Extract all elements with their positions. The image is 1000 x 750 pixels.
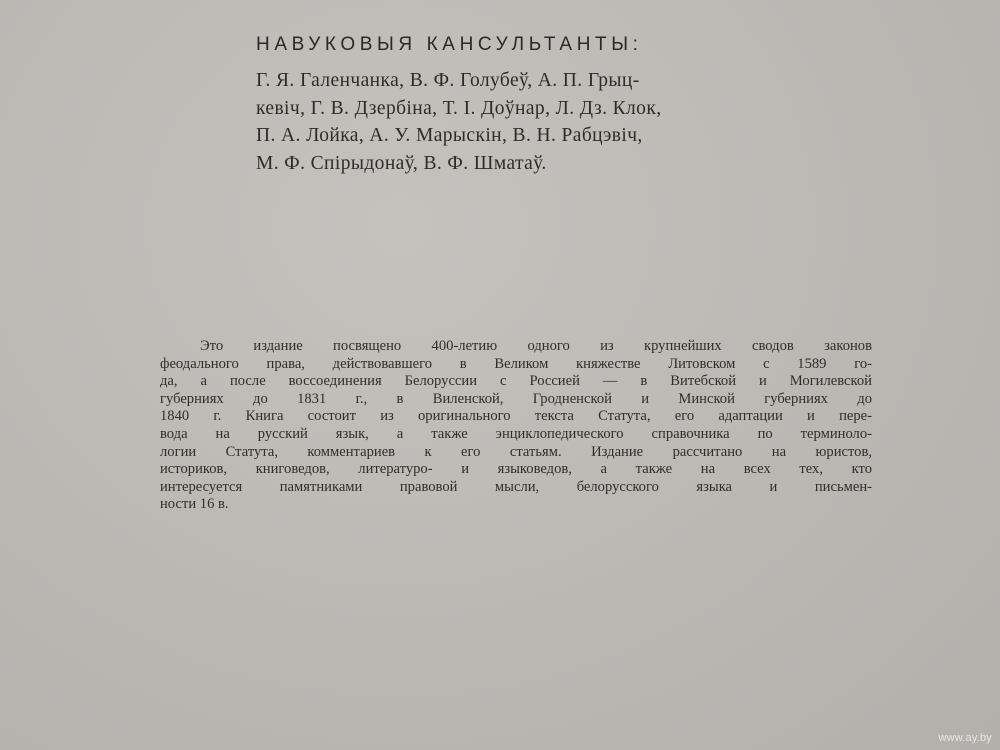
annotation-line: вода на русский язык, а также энциклопедического справочника по терминоло-: [160, 425, 872, 442]
annotation-line: логии Статута, комментариев к его статьям. Издание рассчитано на юристов,: [160, 443, 872, 460]
consultants-heading: НАВУКОВЫЯ КАНСУЛЬТАНТЫ:: [256, 34, 643, 55]
annotation-line: Это издание посвящено 400-летию одного из крупнейших сводов законов: [200, 338, 872, 354]
annotation-line: феодального права, действовавшего в Великом княжестве Литовском с 1589 го-: [160, 355, 872, 372]
consultants-block: [256, 34, 796, 177]
annotation-line: губерниях до 1831 г., в Виленской, Гродненской и Минской губерниях до: [160, 390, 872, 407]
annotation-line: да, а после воссоединения Белоруссии с Россией — в Витебской и Могилевской: [160, 373, 872, 390]
consultants-line: М. Ф. Спірыдонаў, В. Ф. Шматаў.: [256, 152, 547, 174]
consultants-line: кевіч, Г. В. Дзербіна, Т. І. Доўнар, Л. Дз. Клок,: [256, 97, 662, 119]
annotation-line: ности 16 в.: [160, 496, 229, 513]
annotation-paragraph: [160, 338, 872, 514]
annotation-line: интересуется памятниками правовой мысли, белорусского языка и письмен-: [160, 478, 872, 495]
annotation-line: историков, книговедов, литературо- и языковедов, а также на всех тех, кто: [160, 461, 872, 478]
annotation-line: 1840 г. Книга состоит из оригинального текста Статута, его адаптации и пере-: [160, 408, 872, 425]
watermark: www.ay.by: [938, 732, 992, 744]
consultants-line: П. А. Лойка, А. У. Марыскін, В. Н. Рабцэвіч,: [256, 125, 643, 146]
consultants-line: Г. Я. Галенчанка, В. Ф. Голубеў, А. П. Грыц-: [256, 70, 640, 91]
